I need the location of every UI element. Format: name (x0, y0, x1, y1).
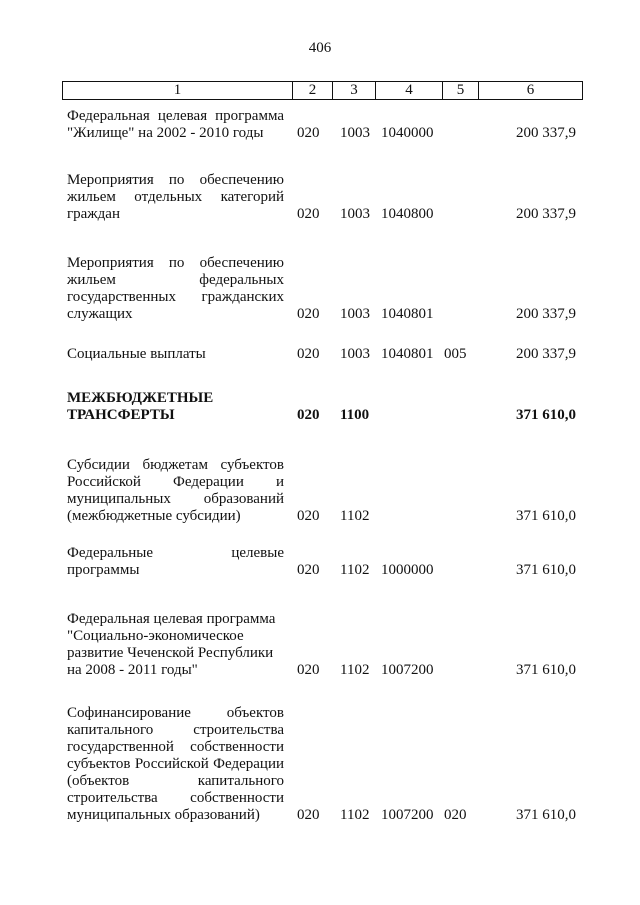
row-c6: 371 610,0 (516, 407, 576, 423)
row-c4: 1000000 (381, 562, 434, 578)
row-c2: 020 (297, 508, 320, 524)
row-c6: 371 610,0 (516, 662, 576, 678)
row-c3: 1102 (340, 662, 370, 678)
row-c4: 1040801 (381, 306, 434, 322)
row-c4: 1007200 (381, 662, 434, 678)
row-c6: 200 337,9 (516, 206, 576, 222)
row-description: Мероприятия по обеспечению жильем федеральных государственных гражданских служащих (67, 255, 284, 322)
header-col-4: 4 (376, 82, 443, 99)
row-description: Социальные выплаты (67, 346, 206, 362)
row-description: Федеральная целевая программа "Социально-экономическое развитие Чеченской Республики на 2008 - 2011 годы" (67, 611, 276, 678)
row-c6: 200 337,9 (516, 306, 576, 322)
table-header (62, 81, 583, 100)
header-col-3: 3 (333, 82, 376, 99)
row-c3: 1003 (340, 346, 370, 362)
row-c5: 005 (444, 346, 467, 362)
row-c6: 371 610,0 (516, 807, 576, 823)
row-description: Мероприятия по обеспечению жильем отдельных категорий граждан (67, 172, 284, 222)
row-c5: 020 (444, 807, 467, 823)
header-col-5: 5 (443, 82, 479, 99)
row-c2: 020 (297, 807, 320, 823)
row-c3: 1003 (340, 306, 370, 322)
row-c3: 1003 (340, 125, 370, 141)
row-description: Софинансирование объектов капитального строительства государственной собственности субъектов Российской Федерации (объектов капитального строительства собственности муниципальных образований) (67, 705, 284, 823)
row-c4: 1040801 (381, 346, 434, 362)
row-c3: 1102 (340, 562, 370, 578)
row-c6: 371 610,0 (516, 508, 576, 524)
row-c6: 371 610,0 (516, 562, 576, 578)
row-c3: 1100 (340, 407, 370, 423)
row-c2: 020 (297, 346, 320, 362)
row-c3: 1102 (340, 807, 370, 823)
row-c2: 020 (297, 562, 320, 578)
row-c4: 1040800 (381, 206, 434, 222)
row-description: Федеральные целевые программы (67, 545, 284, 578)
row-description: Федеральная целевая программа "Жилище" на 2002 - 2010 годы (67, 108, 284, 141)
row-c2: 020 (297, 306, 320, 322)
row-c3: 1003 (340, 206, 370, 222)
row-description: Субсидии бюджетам субъектов Российской Федерации и муниципальных образований (межбюджетные субсидии) (67, 457, 284, 524)
header-col-1: 1 (63, 82, 293, 99)
row-c2: 020 (297, 206, 320, 222)
row-c2: 020 (297, 662, 320, 678)
row-description: МЕЖБЮДЖЕТНЫЕ ТРАНСФЕРТЫ (67, 390, 214, 423)
row-c4: 1040000 (381, 125, 434, 141)
row-c2: 020 (297, 125, 320, 141)
row-c3: 1102 (340, 508, 370, 524)
row-c6: 200 337,9 (516, 346, 576, 362)
row-c6: 200 337,9 (516, 125, 576, 141)
page-number: 406 (308, 40, 332, 56)
header-col-2: 2 (293, 82, 333, 99)
header-col-6: 6 (526, 82, 535, 98)
row-c2: 020 (297, 407, 320, 423)
row-c4: 1007200 (381, 807, 434, 823)
